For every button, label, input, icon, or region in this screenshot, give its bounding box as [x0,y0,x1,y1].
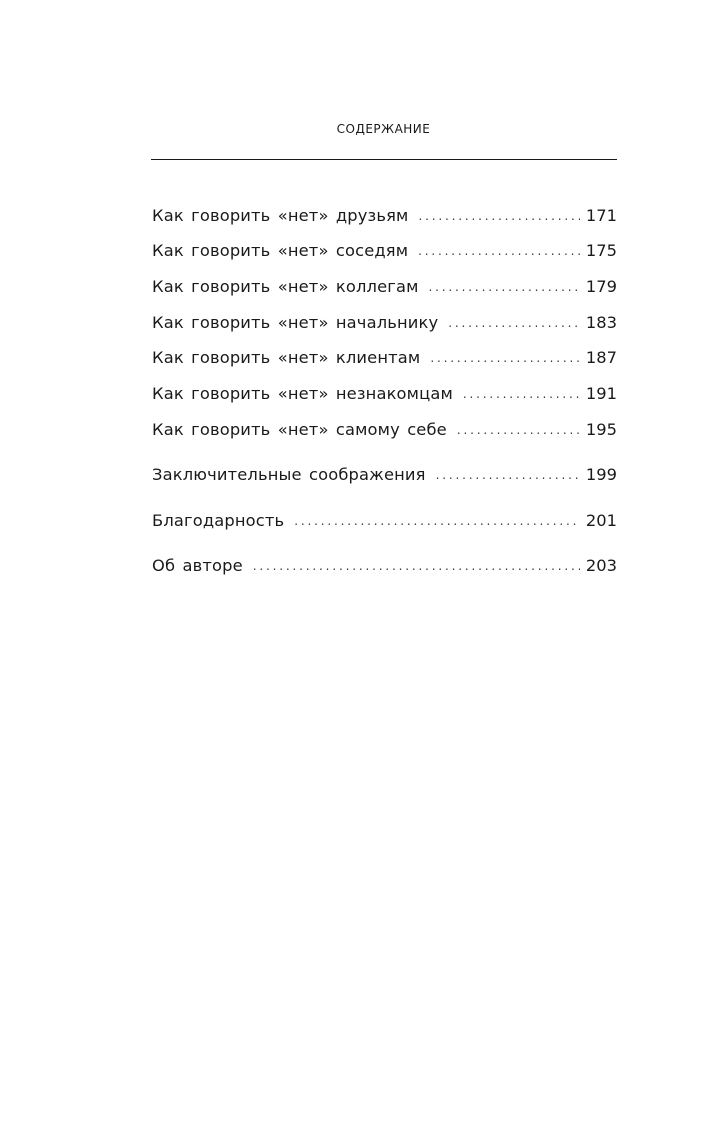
toc-dot-leader [419,204,580,228]
toc-entry [152,311,617,336]
toc-entry-title: Как говорить «нет» клиентам [152,348,421,367]
toc-entry-page: 175 [585,241,617,260]
toc-entry [152,239,617,264]
toc-dot-leader [418,239,580,263]
toc-entry-title: Как говорить «нет» начальнику [152,313,439,332]
toc-entry-title: Как говорить «нет» самому себе [152,420,447,439]
header-rule [151,159,617,160]
toc-entry-title: Заключительные соображения [152,465,426,484]
toc-dot-leader [429,275,580,299]
toc-entry [152,204,617,229]
toc-dot-leader [436,463,580,487]
toc-dot-leader [448,311,580,335]
toc-entry [152,509,617,534]
toc-entry-page: 183 [585,313,617,332]
toc-entry-page: 203 [585,556,617,575]
toc-entry-title: Об авторе [152,556,243,575]
toc-entry [152,275,617,300]
toc-entry-title: Как говорить «нет» соседям [152,241,409,260]
toc-entry [152,554,617,579]
toc-entry-title: Как говорить «нет» коллегам [152,277,419,296]
toc-entry-page: 191 [585,384,617,403]
toc-entry-page: 187 [585,348,617,367]
toc-dot-leader [294,509,580,533]
toc-entry [152,346,617,371]
toc-entry-page: 201 [585,511,617,530]
toc-dot-leader [430,346,580,370]
toc-entry-title: Как говорить «нет» друзьям [152,206,409,225]
toc-entry [152,382,617,407]
toc-dot-leader [253,554,580,578]
toc-entry-title: Как говорить «нет» незнакомцам [152,384,453,403]
toc-entry-page: 195 [585,420,617,439]
toc-dot-leader [463,382,580,406]
toc-entry-page: 199 [585,465,617,484]
toc-entry [152,418,617,443]
toc-entry-page: 171 [585,206,617,225]
toc-entry-page: 179 [585,277,617,296]
toc-dot-leader [457,418,580,442]
running-head: СОДЕРЖАНИЕ [336,122,431,136]
toc-entry [152,463,617,488]
toc-entry-title: Благодарность [152,511,285,530]
